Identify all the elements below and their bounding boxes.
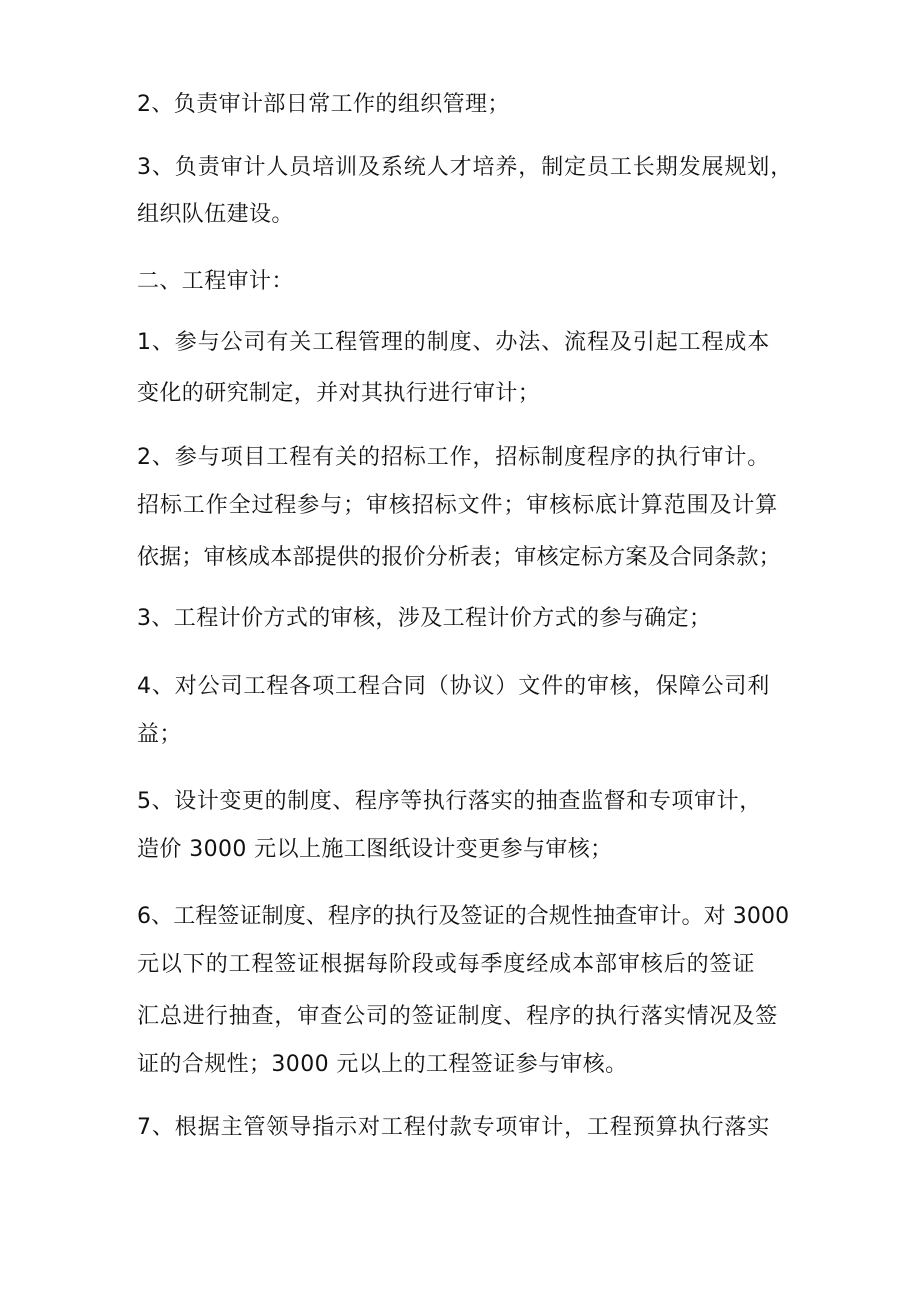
text-line: 依据；审核成本部提供的报价分析表；审核定标方案及合同条款； [137, 545, 781, 570]
text-line: 1、参与公司有关工程管理的制度、办法、流程及引起工程成本 [137, 330, 771, 355]
text-line: 变化的研究制定，并对其执行进行审计； [137, 381, 541, 406]
text-line: 7、根据主管领导指示对工程付款专项审计，工程预算执行落实 [137, 1115, 771, 1140]
section-heading: 二、工程审计： [137, 269, 294, 294]
text-line: 3、负责审计人员培训及系统人才培养，制定员工长期发展规划， [137, 155, 794, 180]
text-line: 5、设计变更的制度、程序等执行落实的抽查监督和专项审计， [137, 789, 762, 814]
text-line: 3、工程计价方式的审核，涉及工程计价方式的参与确定； [137, 606, 712, 631]
text-line: 益； [137, 722, 182, 747]
text-line: 2、负责审计部日常工作的组织管理； [137, 92, 510, 117]
text-line: 招标工作全过程参与；审核招标文件；审核标底计算范围及计算 [137, 493, 779, 518]
text-line: 6、工程签证制度、程序的执行及签证的合规性抽查审计。对 3000 [137, 904, 790, 929]
text-line: 证的合规性；3000 元以上的工程签证参与审核。 [137, 1052, 628, 1077]
text-line: 汇总进行抽查，审查公司的签证制度、程序的执行落实情况及签 [137, 1004, 779, 1029]
text-line: 组织队伍建设。 [137, 202, 294, 227]
text-line: 元以下的工程签证根据每阶段或每季度经成本部审核后的签证 [137, 952, 756, 977]
text-line: 4、对公司工程各项工程合同（协议）文件的审核，保障公司利 [137, 674, 771, 699]
text-line: 2、参与项目工程有关的招标工作，招标制度程序的执行审计。 [137, 445, 771, 470]
text-line: 造价 3000 元以上施工图纸设计变更参与审核； [137, 837, 613, 862]
